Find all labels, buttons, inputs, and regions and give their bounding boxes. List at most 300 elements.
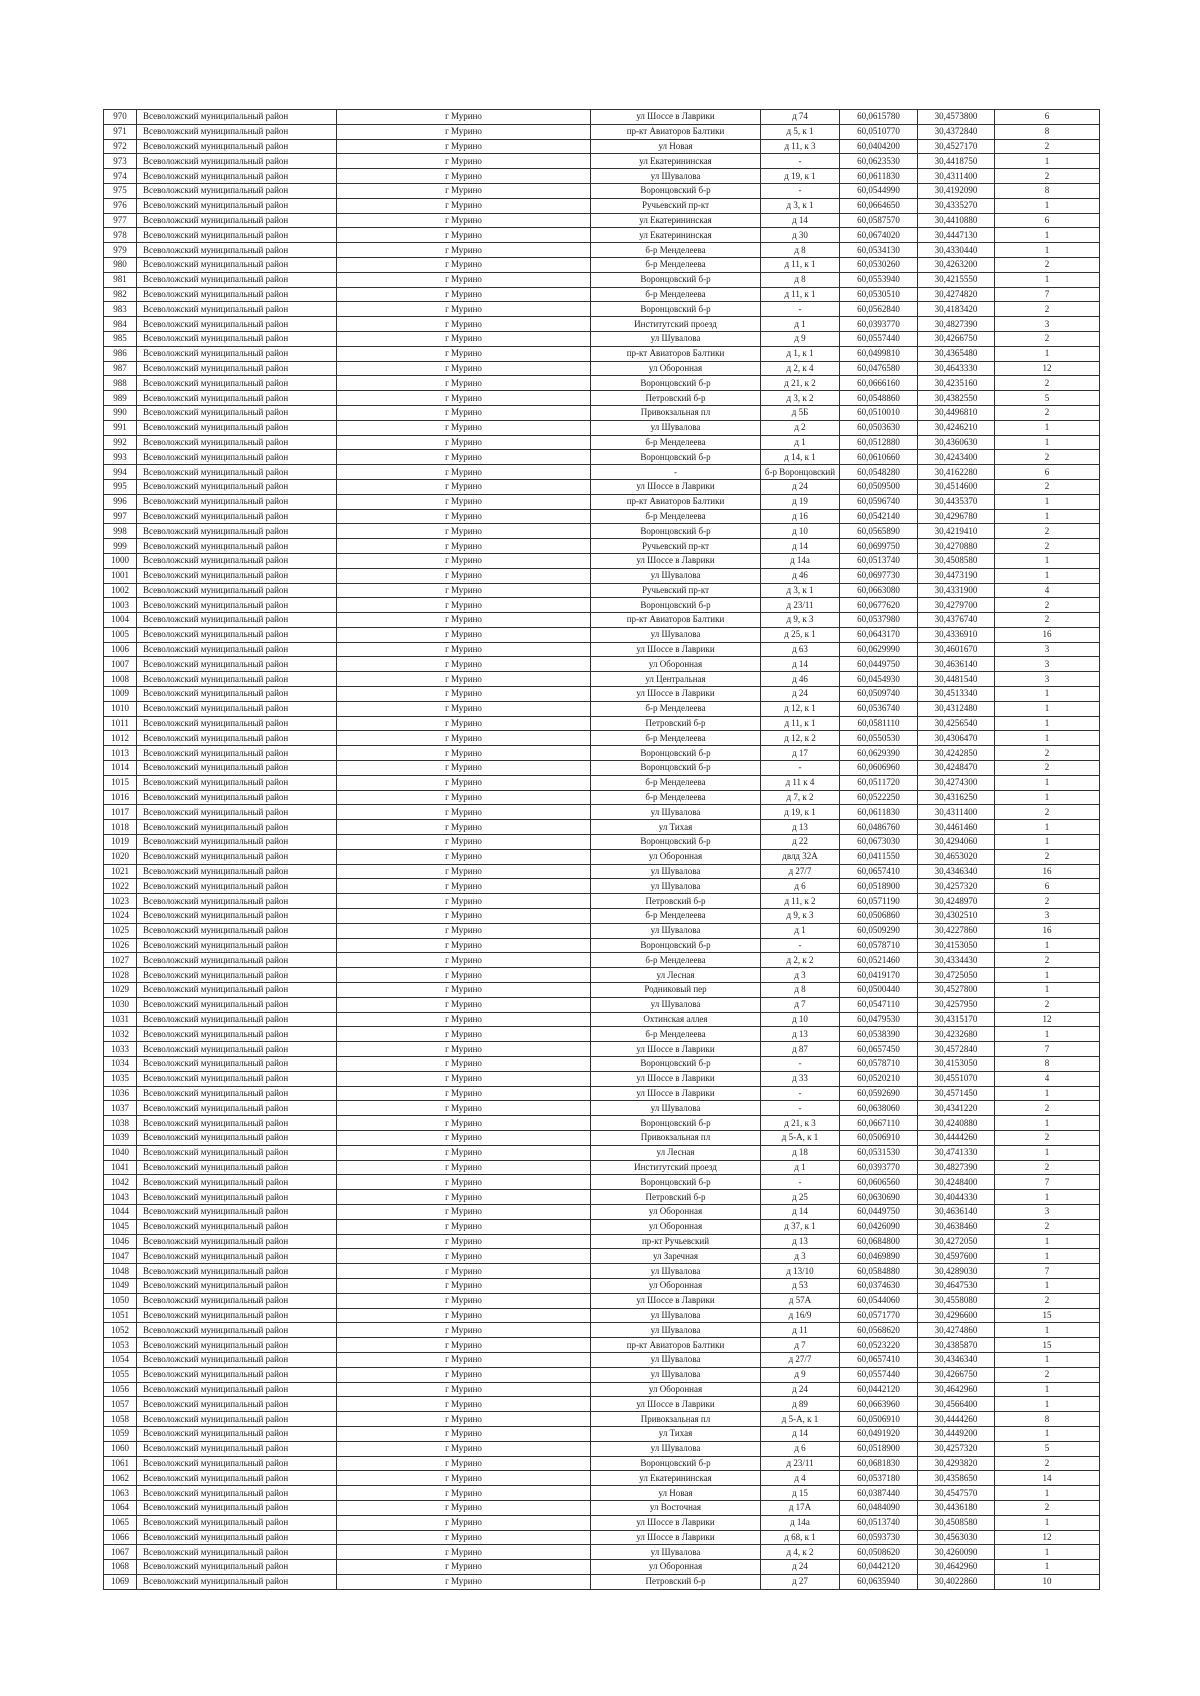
- count-cell: 1: [995, 1560, 1100, 1575]
- table-row: [104, 1027, 1100, 1042]
- district-cell: Всеволожский муниципальный район: [137, 1130, 337, 1145]
- city-cell: г Мурино: [337, 346, 591, 361]
- district-cell: Всеволожский муниципальный район: [137, 331, 337, 346]
- city-cell: г Мурино: [337, 1397, 591, 1412]
- latitude-cell: 60,0587570: [840, 213, 918, 228]
- house-cell: д 21, к 2: [761, 376, 840, 391]
- latitude-cell: 60,0530510: [840, 287, 918, 302]
- row-number: 1021: [104, 864, 137, 879]
- table-row: [104, 849, 1100, 864]
- district-cell: Всеволожский муниципальный район: [137, 761, 337, 776]
- longitude-cell: 30,4601670: [918, 642, 995, 657]
- row-number: 1045: [104, 1219, 137, 1234]
- row-number: 1052: [104, 1323, 137, 1338]
- longitude-cell: 30,4527800: [918, 983, 995, 998]
- house-cell: д 13: [761, 1027, 840, 1042]
- street-cell: ул Шувалова: [591, 879, 761, 894]
- row-number: 999: [104, 539, 137, 554]
- district-cell: Всеволожский муниципальный район: [137, 287, 337, 302]
- latitude-cell: 60,0454930: [840, 672, 918, 687]
- house-cell: д 19, к 1: [761, 805, 840, 820]
- longitude-cell: 30,4513340: [918, 687, 995, 702]
- street-cell: пр-кт Авиаторов Балтики: [591, 494, 761, 509]
- row-number: 1015: [104, 775, 137, 790]
- city-cell: г Мурино: [337, 1515, 591, 1530]
- longitude-cell: 30,4289030: [918, 1264, 995, 1279]
- count-cell: 6: [995, 213, 1100, 228]
- house-cell: д 4, к 2: [761, 1545, 840, 1560]
- row-number: 1036: [104, 1086, 137, 1101]
- city-cell: г Мурино: [337, 849, 591, 864]
- street-cell: Петровский б-р: [591, 716, 761, 731]
- district-cell: Всеволожский муниципальный район: [137, 849, 337, 864]
- count-cell: 2: [995, 746, 1100, 761]
- house-cell: д 25, к 1: [761, 627, 840, 642]
- longitude-cell: 30,4336910: [918, 627, 995, 642]
- city-cell: г Мурино: [337, 420, 591, 435]
- count-cell: 1: [995, 1145, 1100, 1160]
- table-row: [104, 701, 1100, 716]
- street-cell: ул Шувалова: [591, 864, 761, 879]
- row-number: 1029: [104, 983, 137, 998]
- table-row: [104, 583, 1100, 598]
- longitude-cell: 30,4382550: [918, 391, 995, 406]
- longitude-cell: 30,4044330: [918, 1190, 995, 1205]
- district-cell: Всеволожский муниципальный район: [137, 361, 337, 376]
- district-cell: Всеволожский муниципальный район: [137, 731, 337, 746]
- street-cell: ул Оборонная: [591, 849, 761, 864]
- latitude-cell: 60,0419170: [840, 968, 918, 983]
- district-cell: Всеволожский муниципальный район: [137, 805, 337, 820]
- longitude-cell: 30,4330440: [918, 243, 995, 258]
- longitude-cell: 30,4302510: [918, 909, 995, 924]
- street-cell: ул Оборонная: [591, 657, 761, 672]
- longitude-cell: 30,4331900: [918, 583, 995, 598]
- row-number: 1010: [104, 701, 137, 716]
- table-row: [104, 1323, 1100, 1338]
- table-row: [104, 687, 1100, 702]
- district-cell: Всеволожский муниципальный район: [137, 716, 337, 731]
- house-cell: д 11, к 3: [761, 139, 840, 154]
- row-number: 1069: [104, 1574, 137, 1589]
- address-table: [103, 109, 1100, 1590]
- count-cell: 3: [995, 672, 1100, 687]
- latitude-cell: 60,0544990: [840, 183, 918, 198]
- latitude-cell: 60,0530260: [840, 257, 918, 272]
- house-cell: д 5, к 1: [761, 124, 840, 139]
- street-cell: -: [591, 465, 761, 480]
- row-number: 1055: [104, 1367, 137, 1382]
- count-cell: 15: [995, 1308, 1100, 1323]
- district-cell: Всеволожский муниципальный район: [137, 1515, 337, 1530]
- row-number: 1024: [104, 909, 137, 924]
- table-row: [104, 524, 1100, 539]
- longitude-cell: 30,4346340: [918, 864, 995, 879]
- longitude-cell: 30,4410880: [918, 213, 995, 228]
- street-cell: Воронцовский б-р: [591, 302, 761, 317]
- city-cell: г Мурино: [337, 524, 591, 539]
- district-cell: Всеволожский муниципальный район: [137, 1456, 337, 1471]
- house-cell: д 11: [761, 1323, 840, 1338]
- table-row: [104, 494, 1100, 509]
- district-cell: Всеволожский муниципальный район: [137, 598, 337, 613]
- table-row: [104, 1278, 1100, 1293]
- count-cell: 4: [995, 583, 1100, 598]
- longitude-cell: 30,4315170: [918, 1012, 995, 1027]
- table-row: [104, 1249, 1100, 1264]
- table-row: [104, 1515, 1100, 1530]
- district-cell: Всеволожский муниципальный район: [137, 1190, 337, 1205]
- city-cell: г Мурино: [337, 953, 591, 968]
- count-cell: 2: [995, 1101, 1100, 1116]
- count-cell: 2: [995, 849, 1100, 864]
- street-cell: Воронцовский б-р: [591, 376, 761, 391]
- table-row: [104, 154, 1100, 169]
- latitude-cell: 60,0684800: [840, 1234, 918, 1249]
- row-number: 977: [104, 213, 137, 228]
- latitude-cell: 60,0593730: [840, 1530, 918, 1545]
- table-row: [104, 1101, 1100, 1116]
- house-cell: д 7: [761, 997, 840, 1012]
- house-cell: д 14, к 1: [761, 450, 840, 465]
- count-cell: 1: [995, 228, 1100, 243]
- longitude-cell: 30,4563030: [918, 1530, 995, 1545]
- street-cell: Воронцовский б-р: [591, 761, 761, 776]
- house-cell: д 7: [761, 1338, 840, 1353]
- row-number: 1027: [104, 953, 137, 968]
- count-cell: 1: [995, 1116, 1100, 1131]
- district-cell: Всеволожский муниципальный район: [137, 243, 337, 258]
- street-cell: Ручьевский пр-кт: [591, 539, 761, 554]
- city-cell: г Мурино: [337, 746, 591, 761]
- district-cell: Всеволожский муниципальный район: [137, 494, 337, 509]
- count-cell: 7: [995, 1264, 1100, 1279]
- house-cell: д 23/11: [761, 1456, 840, 1471]
- house-cell: д 14а: [761, 1515, 840, 1530]
- street-cell: б-р Менделеева: [591, 287, 761, 302]
- latitude-cell: 60,0510010: [840, 405, 918, 420]
- table-row: [104, 1219, 1100, 1234]
- table-row: [104, 287, 1100, 302]
- house-cell: д 27/7: [761, 1352, 840, 1367]
- house-cell: д 10: [761, 524, 840, 539]
- count-cell: 1: [995, 1323, 1100, 1338]
- table-row: [104, 1500, 1100, 1515]
- table-row: [104, 198, 1100, 213]
- count-cell: 7: [995, 287, 1100, 302]
- longitude-cell: 30,4346340: [918, 1352, 995, 1367]
- latitude-cell: 60,0537180: [840, 1471, 918, 1486]
- street-cell: Воронцовский б-р: [591, 183, 761, 198]
- house-cell: д 8: [761, 243, 840, 258]
- longitude-cell: 30,4274300: [918, 775, 995, 790]
- district-cell: Всеволожский муниципальный район: [137, 775, 337, 790]
- house-cell: д 5-А, к 1: [761, 1412, 840, 1427]
- district-cell: Всеволожский муниципальный район: [137, 613, 337, 628]
- district-cell: Всеволожский муниципальный район: [137, 1219, 337, 1234]
- count-cell: 1: [995, 568, 1100, 583]
- street-cell: ул Шувалова: [591, 997, 761, 1012]
- city-cell: г Мурино: [337, 775, 591, 790]
- longitude-cell: 30,4376740: [918, 613, 995, 628]
- district-cell: Всеволожский муниципальный район: [137, 302, 337, 317]
- street-cell: ул Шоссе в Лаврики: [591, 110, 761, 125]
- row-number: 973: [104, 154, 137, 169]
- latitude-cell: 60,0611830: [840, 169, 918, 184]
- longitude-cell: 30,4741330: [918, 1145, 995, 1160]
- city-cell: г Мурино: [337, 435, 591, 450]
- district-cell: Всеволожский муниципальный район: [137, 879, 337, 894]
- latitude-cell: 60,0479530: [840, 1012, 918, 1027]
- city-cell: г Мурино: [337, 1160, 591, 1175]
- longitude-cell: 30,4547570: [918, 1486, 995, 1501]
- count-cell: 1: [995, 775, 1100, 790]
- table-row: [104, 923, 1100, 938]
- house-cell: д 13: [761, 1234, 840, 1249]
- city-cell: г Мурино: [337, 1145, 591, 1160]
- latitude-cell: 60,0581110: [840, 716, 918, 731]
- city-cell: г Мурино: [337, 731, 591, 746]
- longitude-cell: 30,4215550: [918, 272, 995, 287]
- row-number: 1057: [104, 1397, 137, 1412]
- latitude-cell: 60,0393770: [840, 1160, 918, 1175]
- row-number: 1035: [104, 1071, 137, 1086]
- street-cell: ул Шувалова: [591, 1367, 761, 1382]
- city-cell: г Мурино: [337, 657, 591, 672]
- row-number: 1053: [104, 1338, 137, 1353]
- row-number: 1013: [104, 746, 137, 761]
- city-cell: г Мурино: [337, 938, 591, 953]
- longitude-cell: 30,4827390: [918, 1160, 995, 1175]
- longitude-cell: 30,4248470: [918, 761, 995, 776]
- count-cell: 5: [995, 1441, 1100, 1456]
- house-cell: д 24: [761, 1560, 840, 1575]
- count-cell: 2: [995, 169, 1100, 184]
- count-cell: 12: [995, 1012, 1100, 1027]
- latitude-cell: 60,0508620: [840, 1545, 918, 1560]
- row-number: 1025: [104, 923, 137, 938]
- longitude-cell: 30,4257320: [918, 1441, 995, 1456]
- longitude-cell: 30,4508580: [918, 1515, 995, 1530]
- street-cell: ул Шувалова: [591, 1323, 761, 1338]
- latitude-cell: 60,0491920: [840, 1426, 918, 1441]
- row-number: 1005: [104, 627, 137, 642]
- latitude-cell: 60,0697730: [840, 568, 918, 583]
- district-cell: Всеволожский муниципальный район: [137, 1338, 337, 1353]
- street-cell: Воронцовский б-р: [591, 450, 761, 465]
- city-cell: г Мурино: [337, 1545, 591, 1560]
- city-cell: г Мурино: [337, 494, 591, 509]
- house-cell: д 3, к 1: [761, 198, 840, 213]
- city-cell: г Мурино: [337, 1012, 591, 1027]
- latitude-cell: 60,0499810: [840, 346, 918, 361]
- latitude-cell: 60,0513740: [840, 1515, 918, 1530]
- city-cell: г Мурино: [337, 1441, 591, 1456]
- table-row: [104, 213, 1100, 228]
- house-cell: д 13: [761, 820, 840, 835]
- latitude-cell: 60,0511720: [840, 775, 918, 790]
- longitude-cell: 30,4436180: [918, 1500, 995, 1515]
- city-cell: г Мурино: [337, 1027, 591, 1042]
- table-row: [104, 613, 1100, 628]
- house-cell: -: [761, 302, 840, 317]
- street-cell: Воронцовский б-р: [591, 1175, 761, 1190]
- longitude-cell: 30,4636140: [918, 657, 995, 672]
- count-cell: 10: [995, 1574, 1100, 1589]
- city-cell: г Мурино: [337, 376, 591, 391]
- district-cell: Всеволожский муниципальный район: [137, 1057, 337, 1072]
- table-row: [104, 435, 1100, 450]
- city-cell: г Мурино: [337, 1560, 591, 1575]
- house-cell: д 16: [761, 509, 840, 524]
- row-number: 986: [104, 346, 137, 361]
- longitude-cell: 30,4360630: [918, 435, 995, 450]
- latitude-cell: 60,0537980: [840, 613, 918, 628]
- district-cell: Всеволожский муниципальный район: [137, 1042, 337, 1057]
- table-row: [104, 391, 1100, 406]
- longitude-cell: 30,4372840: [918, 124, 995, 139]
- district-cell: Всеволожский муниципальный район: [137, 1175, 337, 1190]
- latitude-cell: 60,0630690: [840, 1190, 918, 1205]
- latitude-cell: 60,0544060: [840, 1293, 918, 1308]
- table-row: [104, 1471, 1100, 1486]
- longitude-cell: 30,4296780: [918, 509, 995, 524]
- house-cell: д 11, к 1: [761, 287, 840, 302]
- table-row: [104, 1234, 1100, 1249]
- district-cell: Всеволожский муниципальный район: [137, 864, 337, 879]
- district-cell: Всеволожский муниципальный район: [137, 1382, 337, 1397]
- district-cell: Всеволожский муниципальный район: [137, 420, 337, 435]
- row-number: 1060: [104, 1441, 137, 1456]
- house-cell: д 16/9: [761, 1308, 840, 1323]
- city-cell: г Мурино: [337, 1249, 591, 1264]
- city-cell: г Мурино: [337, 553, 591, 568]
- house-cell: д 6: [761, 1441, 840, 1456]
- house-cell: д 9, к 3: [761, 613, 840, 628]
- count-cell: 16: [995, 923, 1100, 938]
- row-number: 1037: [104, 1101, 137, 1116]
- row-number: 1039: [104, 1130, 137, 1145]
- street-cell: ул Тихая: [591, 820, 761, 835]
- count-cell: 16: [995, 864, 1100, 879]
- house-cell: д 1: [761, 923, 840, 938]
- table-row: [104, 1308, 1100, 1323]
- house-cell: д 5-А, к 1: [761, 1130, 840, 1145]
- count-cell: 1: [995, 553, 1100, 568]
- house-cell: -: [761, 154, 840, 169]
- district-cell: Всеволожский муниципальный район: [137, 228, 337, 243]
- table-row: [104, 1086, 1100, 1101]
- city-cell: г Мурино: [337, 1486, 591, 1501]
- table-row: [104, 509, 1100, 524]
- street-cell: ул Шувалова: [591, 568, 761, 583]
- house-cell: -: [761, 1175, 840, 1190]
- row-number: 1064: [104, 1500, 137, 1515]
- count-cell: 1: [995, 820, 1100, 835]
- city-cell: г Мурино: [337, 1500, 591, 1515]
- city-cell: г Мурино: [337, 539, 591, 554]
- count-cell: 1: [995, 1027, 1100, 1042]
- row-number: 1006: [104, 642, 137, 657]
- latitude-cell: 60,0611830: [840, 805, 918, 820]
- district-cell: Всеволожский муниципальный район: [137, 1116, 337, 1131]
- longitude-cell: 30,4306470: [918, 731, 995, 746]
- table-body: [104, 110, 1100, 1590]
- longitude-cell: 30,4316250: [918, 790, 995, 805]
- latitude-cell: 60,0506860: [840, 909, 918, 924]
- house-cell: двлд 32А: [761, 849, 840, 864]
- street-cell: ул Новая: [591, 139, 761, 154]
- district-cell: Всеволожский муниципальный район: [137, 1308, 337, 1323]
- row-number: 987: [104, 361, 137, 376]
- city-cell: г Мурино: [337, 257, 591, 272]
- row-number: 972: [104, 139, 137, 154]
- count-cell: 1: [995, 420, 1100, 435]
- count-cell: 6: [995, 465, 1100, 480]
- count-cell: 2: [995, 997, 1100, 1012]
- latitude-cell: 60,0393770: [840, 317, 918, 332]
- latitude-cell: 60,0536740: [840, 701, 918, 716]
- district-cell: Всеволожский муниципальный район: [137, 1278, 337, 1293]
- latitude-cell: 60,0476580: [840, 361, 918, 376]
- count-cell: 2: [995, 539, 1100, 554]
- longitude-cell: 30,4496810: [918, 405, 995, 420]
- house-cell: д 24: [761, 1382, 840, 1397]
- table-row: [104, 642, 1100, 657]
- latitude-cell: 60,0681830: [840, 1456, 918, 1471]
- table-row: [104, 835, 1100, 850]
- row-number: 1061: [104, 1456, 137, 1471]
- latitude-cell: 60,0571190: [840, 894, 918, 909]
- street-cell: ул Шувалова: [591, 420, 761, 435]
- table-row: [104, 1441, 1100, 1456]
- count-cell: 2: [995, 331, 1100, 346]
- latitude-cell: 60,0538390: [840, 1027, 918, 1042]
- latitude-cell: 60,0520210: [840, 1071, 918, 1086]
- street-cell: пр-кт Авиаторов Балтики: [591, 346, 761, 361]
- latitude-cell: 60,0623530: [840, 154, 918, 169]
- row-number: 980: [104, 257, 137, 272]
- row-number: 1065: [104, 1515, 137, 1530]
- city-cell: г Мурино: [337, 1071, 591, 1086]
- city-cell: г Мурино: [337, 835, 591, 850]
- street-cell: ул Шоссе в Лаврики: [591, 1515, 761, 1530]
- table-row: [104, 420, 1100, 435]
- table-row: [104, 790, 1100, 805]
- count-cell: 1: [995, 272, 1100, 287]
- street-cell: б-р Менделеева: [591, 509, 761, 524]
- latitude-cell: 60,0674020: [840, 228, 918, 243]
- latitude-cell: 60,0629390: [840, 746, 918, 761]
- table-row: [104, 1486, 1100, 1501]
- city-cell: г Мурино: [337, 450, 591, 465]
- count-cell: 2: [995, 405, 1100, 420]
- row-number: 1009: [104, 687, 137, 702]
- count-cell: 15: [995, 1338, 1100, 1353]
- street-cell: ул Шувалова: [591, 1101, 761, 1116]
- city-cell: г Мурино: [337, 894, 591, 909]
- table-row: [104, 1530, 1100, 1545]
- house-cell: д 3: [761, 1249, 840, 1264]
- row-number: 1044: [104, 1204, 137, 1219]
- house-cell: -: [761, 1086, 840, 1101]
- city-cell: г Мурино: [337, 213, 591, 228]
- house-cell: д 19, к 1: [761, 169, 840, 184]
- count-cell: 3: [995, 657, 1100, 672]
- city-cell: г Мурино: [337, 820, 591, 835]
- row-number: 1008: [104, 672, 137, 687]
- house-cell: д 3, к 2: [761, 391, 840, 406]
